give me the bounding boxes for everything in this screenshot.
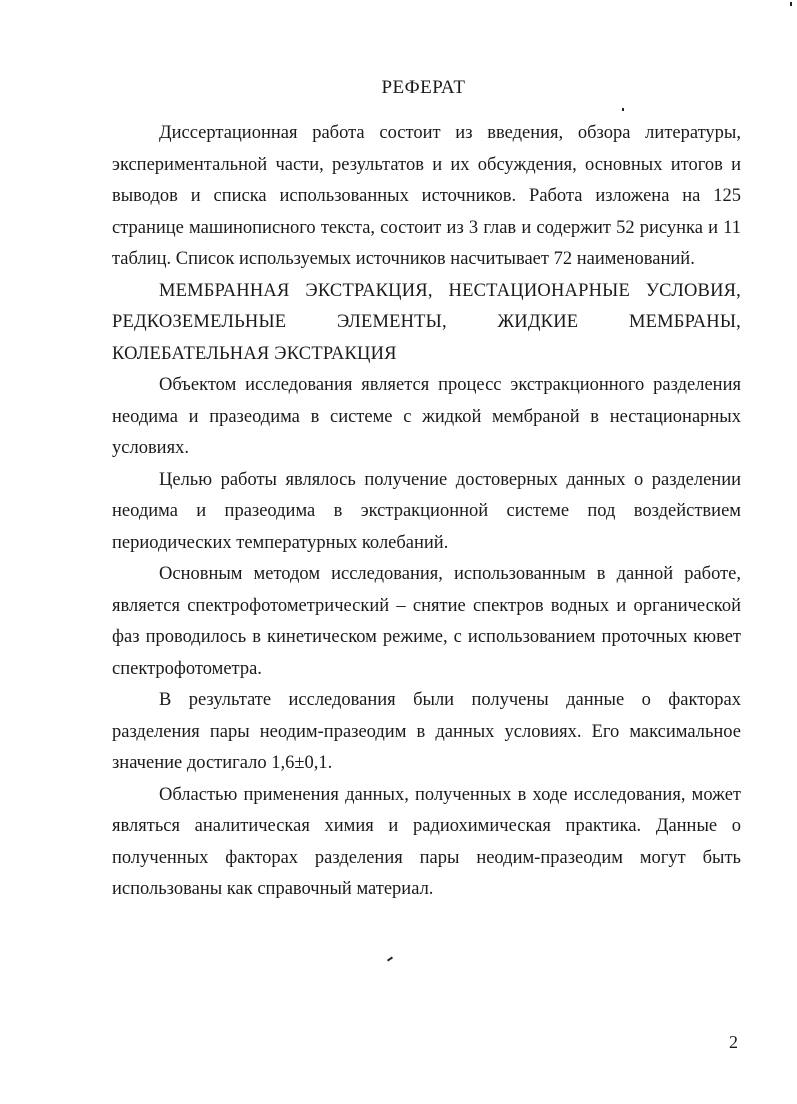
paragraph-keywords: МЕМБРАННАЯ ЭКСТРАКЦИЯ, НЕСТАЦИОНАРНЫЕ УСЛОВИЯ, РЕДКОЗЕМЕЛЬНЫЕ ЭЛЕМЕНТЫ, ЖИДКИЕ МЕМБРАНЫ, КОЛЕБАТЕЛЬНАЯ ЭКСТРАКЦИЯ <box>112 280 741 364</box>
paragraph-results: В результате исследования были получены данные о факторах разделения пары неодим-празеодим в данных условиях. Его максимальное значение достигало 1,6±0,1. <box>112 690 741 773</box>
abstract-body <box>112 118 741 906</box>
paragraph-structure: Диссертационная работа состоит из введения, обзора литературы, экспериментальной части, результатов и их обсуждения, основных итогов и выводов и списка использованных источников. Работа изложена на 125 странице машинописного текста, состоит из 3 глав и содержит 52 рисунка и 11 таблиц. Список используемых источников насчитывает 72 наименований. <box>112 123 741 269</box>
page-title: РЕФЕРАТ <box>381 77 466 98</box>
scan-mark <box>387 956 393 961</box>
scan-mark <box>622 108 624 111</box>
page-number: 2 <box>729 1032 738 1052</box>
scan-mark <box>790 2 792 6</box>
paragraph-application: Областью применения данных, полученных в ходе исследования, может являться аналитическая химия и радиохимическая практика. Данные о полученных факторах разделения пары неодим-празеодим могут быть использованы как справочный материал. <box>112 784 741 899</box>
paragraph-goal: Целью работы являлось получение достоверных данных о разделении неодима и празеодима в экстракционной системе под воздействием периодических температурных колебаний. <box>112 469 741 553</box>
paragraph-method: Основным методом исследования, использованным в данной работе, является спектрофотометрический – снятие спектров водных и органической фаз проводилось в кинетическом режиме, с использованием проточных кювет спектрофотометра. <box>112 564 741 679</box>
paragraph-object: Объектом исследования является процесс экстракционного разделения неодима и празеодима в системе с жидкой мембраной в нестационарных условиях. <box>112 375 741 458</box>
